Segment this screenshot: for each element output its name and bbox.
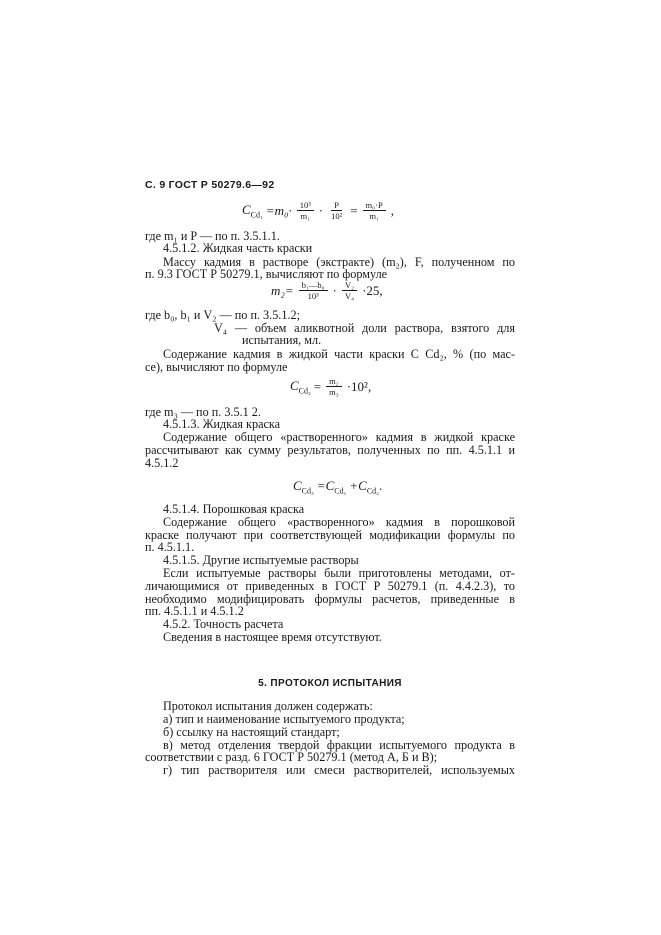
formula-op: · — [318, 202, 324, 218]
text-line: V₄ — объем аликвотной доли раствора, взятого для — [214, 321, 515, 335]
formula-op: = — [350, 202, 358, 218]
subsection-heading: 4.5.2. Точность расчета — [163, 617, 284, 631]
text-line: Массу кадмия в растворе (экстракте) (m₂), F, полученном по — [163, 255, 515, 269]
text-line: п. 4.5.1.1. — [145, 540, 195, 554]
fraction — [342, 280, 357, 301]
formula-sub: Cd₂ — [366, 486, 379, 496]
formula-sub: Cd₁ — [334, 486, 347, 496]
subsection-heading: 4.5.1.4. Порошковая краска — [163, 502, 305, 516]
text-line: Сведения в настоящее время отсутствуют. — [163, 630, 382, 644]
fraction — [328, 200, 345, 221]
denominator: 10³ — [307, 291, 319, 301]
formula-lhs: C — [242, 201, 251, 217]
formula-op: ·10², — [346, 378, 372, 394]
formula-lhs: m₂= — [271, 282, 294, 298]
numerator: 10³ — [297, 200, 314, 211]
denominator: V₄ — [344, 291, 355, 301]
text-line: личающимися от приведенных в ГОСТ Р 50279.1 (п. 4.4.2.3), то — [145, 579, 515, 593]
text-line: Если испытуемые растворы были приготовлены методами, от- — [163, 566, 515, 580]
formula-op: , — [390, 202, 394, 218]
formula-term: +C — [349, 478, 367, 493]
text-line: рассчитывают как сумму результатов, полученных по пп. 4.5.1.1 и — [145, 443, 515, 457]
text-line: Содержание кадмия в жидкой части краски C Cd₂, % (по мас- — [163, 347, 515, 361]
formula-lhs: C — [290, 377, 299, 393]
text-line: Содержание общего «растворенного» кадмия в жидкой краске — [163, 430, 515, 444]
list-item: б) ссылку на настоящий стандарт; — [163, 725, 340, 739]
text-line: пп. 4.5.1.1 и 4.5.1.2 — [145, 604, 244, 618]
formula-cd3 — [293, 478, 382, 496]
text-line: краске получают при соответствующей модификации формулы по — [145, 528, 515, 542]
text-line: се), вычисляют по формуле — [145, 360, 288, 374]
formula-term: =m₀· — [265, 202, 292, 218]
text-line: п. 9.3 ГОСТ Р 50279.1, вычисляют по формуле — [145, 267, 388, 281]
text-line: необходимо модифицировать формулы расчетов, приведенные в — [145, 592, 515, 606]
denominator: m₃ — [329, 387, 339, 397]
list-item: а) тип и наименование испытуемого продукта; — [163, 712, 405, 726]
text-line: где b₀, b₁ и V₂ — по п. 3.5.1.2; — [145, 308, 300, 322]
fraction — [299, 280, 328, 301]
formula-op: = — [313, 378, 322, 394]
section-title: 5. ПРОТОКОЛ ИСПЫТАНИЯ — [258, 678, 402, 689]
numerator: b₁—b₀ — [299, 280, 328, 291]
fraction — [326, 376, 342, 397]
formula-cd1 — [242, 200, 394, 221]
formula-m2 — [271, 280, 383, 301]
subsection-heading: 4.5.1.5. Другие испытуемые растворы — [163, 553, 359, 567]
formula-term: =C — [316, 478, 335, 493]
text-line: 4.5.1.2 — [145, 456, 179, 470]
numerator: m₀·P — [363, 200, 386, 211]
fraction — [297, 200, 314, 221]
denominator: 10² — [331, 211, 343, 221]
formula-lhs: C — [293, 478, 302, 493]
formula-op: ·25, — [362, 282, 383, 298]
numerator: P — [331, 200, 342, 211]
text-line: испытания, мл. — [242, 333, 322, 347]
numerator: m₂ — [326, 376, 342, 387]
list-item: г) тип растворителя или смеси растворителей, используемых — [163, 763, 515, 777]
formula-cd2 — [290, 376, 371, 397]
text-line: Содержание общего «растворенного» кадмия в порошковой — [163, 515, 515, 529]
text-line: где m₁ и P — по п. 3.5.1.1. — [145, 229, 280, 243]
formula-op: . — [378, 478, 383, 493]
formula-op: · — [332, 282, 337, 298]
formula-sub: Cd₃ — [301, 486, 314, 496]
numerator: V₂ — [342, 280, 357, 291]
text-line: соответствии с разд. 6 ГОСТ Р 50279.1 (метод А, Б и В); — [145, 750, 438, 764]
text-line: Протокол испытания должен содержать: — [163, 699, 373, 713]
page-header: С. 9 ГОСТ Р 50279.6—92 — [145, 179, 275, 191]
list-item: в) метод отделения твердой фракции испытуемого продукта в — [163, 738, 515, 752]
text-line: где m₃ — по п. 3.5.1 2. — [145, 405, 261, 419]
subsection-heading: 4.5.1.2. Жидкая часть краски — [163, 241, 313, 255]
subsection-heading: 4.5.1.3. Жидкая краска — [163, 417, 281, 431]
denominator: m₁ — [300, 211, 311, 221]
formula-sub: Cd₂ — [298, 386, 311, 396]
fraction — [363, 200, 386, 221]
denominator: m₁ — [369, 211, 379, 221]
formula-sub: Cd₁ — [250, 210, 263, 220]
